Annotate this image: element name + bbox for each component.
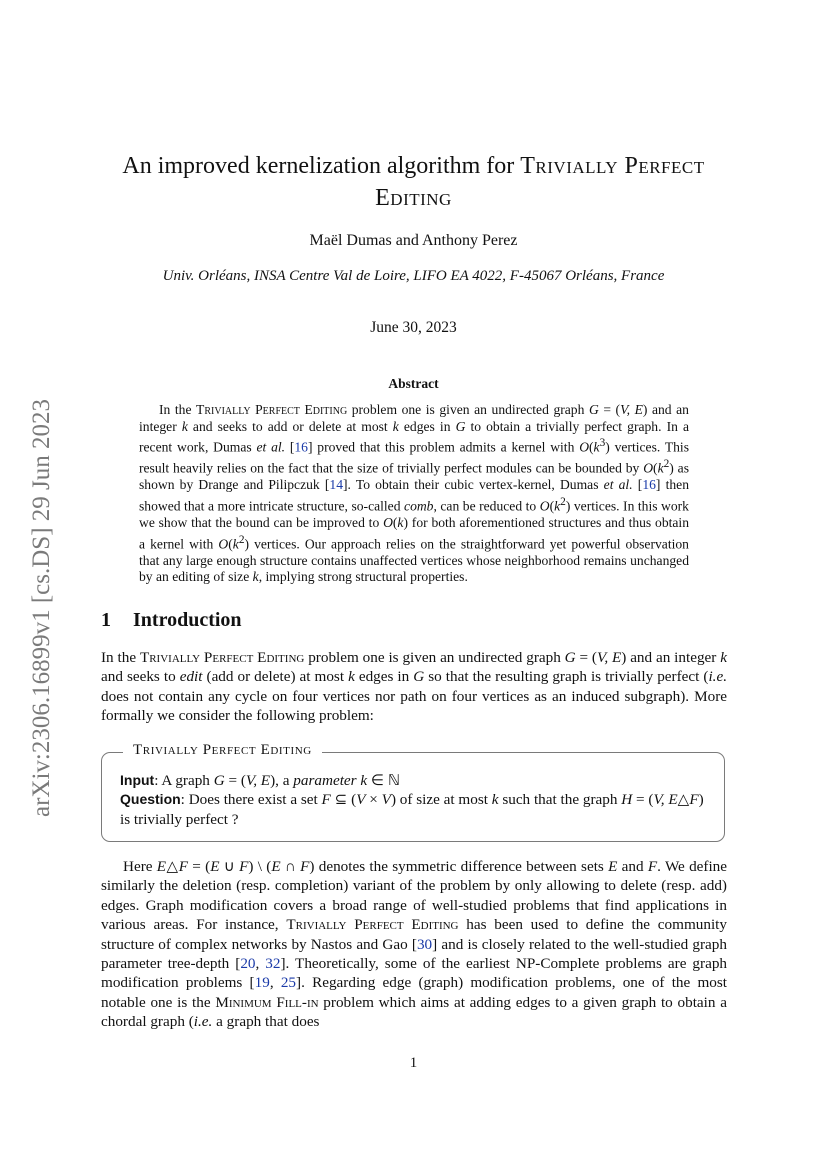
body-text: : A graph bbox=[154, 772, 214, 789]
intro-paragraph bbox=[101, 648, 727, 726]
math: ( bbox=[392, 515, 398, 531]
math: k bbox=[593, 439, 600, 455]
math: ⊆ ( bbox=[330, 791, 357, 809]
math: = ( bbox=[598, 402, 621, 417]
paper-title bbox=[80, 150, 747, 214]
abstract-text: ) vertices. This result heavily relies on the fact that the size of trivially perfect modules can be bounded by bbox=[139, 439, 689, 476]
math: G bbox=[413, 668, 425, 686]
citation-link[interactable]: 25 bbox=[280, 974, 297, 992]
math: F bbox=[321, 791, 331, 809]
math-exponent: 3 bbox=[599, 437, 606, 450]
math: F bbox=[689, 791, 699, 809]
math: = ( bbox=[632, 791, 654, 809]
math: E bbox=[210, 858, 220, 875]
body-text: problem which aims at adding edges to a given graph to obtain a chordal graph ( bbox=[101, 993, 727, 1031]
body-text: . We define similarly the deletion (resp. completion) variant of the problem by only allowing to delete (resp. add) edges. Graph modification covers a broad range of well-studied problems that find applications in various areas. For instance, bbox=[101, 858, 728, 934]
math: k bbox=[491, 791, 499, 809]
abstract-text: ]. To obtain their cubic vertex-kernel, Dumas bbox=[343, 477, 604, 493]
date: June 30, 2023 bbox=[370, 319, 457, 336]
abstract-text: , implying strong structural properties. bbox=[258, 569, 468, 585]
problem-question-line bbox=[120, 790, 710, 829]
math: ( bbox=[589, 439, 594, 455]
body-text: so that the resulting graph is trivially perfect ( bbox=[424, 668, 709, 686]
abstract-text: , can be reduced to bbox=[433, 498, 540, 514]
math: F bbox=[178, 858, 188, 875]
problem-input-line bbox=[120, 771, 710, 790]
body-text: ) denotes the symmetric difference between sets bbox=[309, 858, 609, 875]
math: k bbox=[657, 460, 664, 476]
math: F bbox=[647, 858, 658, 875]
math: G bbox=[564, 649, 576, 666]
body-text: ), a bbox=[270, 772, 294, 789]
emphasis: et al. bbox=[256, 439, 286, 455]
math: k bbox=[554, 498, 561, 514]
citation-link[interactable]: 14 bbox=[329, 477, 343, 493]
math: k bbox=[720, 649, 727, 666]
abstract-text: ] then showed that a more intricate structure, so-called bbox=[139, 477, 689, 514]
math: ∪ bbox=[219, 858, 240, 875]
math: ( bbox=[228, 536, 233, 552]
math: × bbox=[365, 791, 382, 809]
math: G bbox=[455, 418, 466, 434]
math: k bbox=[397, 515, 404, 531]
abstract-text: ] proved that this problem admits a kernel with bbox=[307, 439, 580, 455]
math: ) \ ( bbox=[248, 858, 272, 875]
math: ( bbox=[653, 460, 658, 476]
math: V bbox=[356, 791, 366, 809]
title-problem-name-cont: Editing bbox=[375, 185, 452, 211]
math: k bbox=[181, 418, 188, 434]
body-text: , bbox=[255, 955, 266, 973]
math: O bbox=[643, 460, 654, 476]
abstract-text: ) as shown by Drange and Pilipczuk [ bbox=[139, 460, 689, 493]
math: k bbox=[232, 536, 239, 552]
math: O bbox=[539, 498, 550, 514]
body-text: ]. Regarding edge (graph) modification problems, one of the most notable one is the bbox=[101, 974, 728, 1011]
abstract-heading: Abstract bbox=[388, 376, 439, 391]
citation-link[interactable]: 16 bbox=[294, 439, 308, 455]
section-number: 1 bbox=[101, 609, 111, 631]
problem-box-title: Trivially Perfect Editing bbox=[123, 742, 322, 759]
abstract-text: and seeks to add or delete at most bbox=[187, 418, 393, 434]
math: V, E bbox=[653, 791, 678, 809]
math: G bbox=[213, 772, 225, 789]
problem-name: Trivially Perfect Editing bbox=[139, 649, 305, 666]
problem-name: Trivially Perfect Editing bbox=[196, 402, 348, 417]
input-label: Input bbox=[120, 772, 155, 788]
affiliation: Univ. Orléans, INSA Centre Val de Loire, LIFO EA 4022, F-45067 Orléans, France bbox=[162, 268, 665, 284]
abstract-text: ) vertices. In this work we show that the bound can be improved to bbox=[139, 498, 689, 531]
body-text: In the bbox=[101, 649, 140, 666]
title-problem-name: Trivially Perfect bbox=[520, 153, 705, 179]
intro-paragraph-2 bbox=[101, 857, 727, 1032]
abstract-text: ) and an integer bbox=[139, 402, 689, 434]
math: k bbox=[252, 569, 259, 585]
math: △ bbox=[166, 858, 179, 875]
math: k bbox=[348, 668, 355, 686]
math: V, E bbox=[597, 649, 622, 666]
math-exponent: 2 bbox=[560, 496, 566, 509]
math: G bbox=[588, 402, 599, 417]
body-text: ) and an integer bbox=[621, 649, 721, 666]
abstract-text: problem one is given an undirected graph bbox=[347, 402, 589, 417]
emphasis: i.e. bbox=[193, 1013, 213, 1031]
math: = ( bbox=[575, 649, 597, 666]
math: E bbox=[608, 858, 618, 875]
body-text: and bbox=[617, 858, 648, 875]
citation-link[interactable]: 20 bbox=[240, 955, 256, 973]
body-text: , bbox=[269, 974, 281, 992]
arxiv-sidebar bbox=[22, 368, 62, 848]
abstract-text: ) vertices. Our approach relies on the straightforward yet powerful observation that any large enough structure contains unaffected vertices whose neighborhood remains unchanged by an editing of size bbox=[139, 536, 689, 585]
arxiv-identifier: arXiv:2306.16899v1 [cs.DS] 29 Jun 2023 bbox=[28, 398, 55, 818]
body-text: ] and is closely related to the well-studied graph parameter tree-depth [ bbox=[101, 935, 727, 973]
body-text: problem one is given an undirected graph bbox=[304, 649, 565, 666]
emphasis: et al. bbox=[603, 477, 633, 493]
emphasis: i.e. bbox=[708, 668, 727, 686]
body-text: such that the graph bbox=[498, 791, 622, 809]
body-text: ) is trivially perfect ? bbox=[120, 791, 704, 828]
title-text: An improved kernelization algorithm for bbox=[122, 153, 521, 179]
authors: Maël Dumas and Anthony Perez bbox=[309, 232, 518, 249]
abstract-text: ) for both aforementioned structures and thus obtain a kernel with bbox=[139, 515, 689, 552]
abstract-text: [ bbox=[632, 477, 643, 493]
body-text: and seeks to bbox=[101, 668, 180, 686]
math: O bbox=[218, 536, 229, 552]
abstract-text: edges in bbox=[398, 418, 456, 434]
math: k bbox=[392, 418, 399, 434]
math: k bbox=[360, 772, 368, 789]
math: E bbox=[156, 858, 167, 875]
problem-name: Trivially Perfect Editing bbox=[286, 916, 459, 934]
math: F bbox=[300, 858, 310, 875]
citation-link[interactable]: 19 bbox=[254, 974, 270, 992]
abstract-text: to obtain a trivially perfect graph. In a recent work, Dumas bbox=[139, 418, 689, 455]
math: O bbox=[579, 439, 590, 455]
emphasis: comb bbox=[404, 498, 434, 514]
problem-name: Minimum Fill-in bbox=[215, 993, 319, 1011]
abstract-text: In the bbox=[159, 402, 197, 417]
body-text: ) of size at most bbox=[390, 791, 492, 809]
section-title: Introduction bbox=[133, 609, 242, 631]
math: F bbox=[239, 858, 249, 875]
body-text: (add or delete) at most bbox=[202, 668, 349, 686]
question-label: Question bbox=[120, 791, 181, 808]
math-exponent: 2 bbox=[238, 533, 245, 546]
math: H bbox=[621, 791, 633, 809]
math: = ( bbox=[188, 858, 211, 875]
math: O bbox=[383, 515, 393, 531]
math: V bbox=[381, 791, 391, 809]
math: △ bbox=[677, 791, 690, 809]
math: = ( bbox=[224, 772, 246, 789]
math: ∩ bbox=[280, 858, 301, 875]
abstract-body bbox=[139, 402, 689, 586]
body-text: edges in bbox=[354, 668, 414, 686]
citation-link[interactable]: 16 bbox=[642, 477, 656, 493]
section-heading bbox=[101, 609, 741, 632]
body-text: a graph that does bbox=[212, 1013, 320, 1031]
body-text: has been used to define the community structure of complex networks by Nastos and Gao [ bbox=[101, 916, 727, 953]
abstract-text: [ bbox=[285, 439, 295, 455]
body-text: ]. Theoretically, some of the earliest NP-Complete problems are graph modification problems [ bbox=[101, 955, 728, 992]
body-text: : Does there exist a set bbox=[180, 791, 322, 809]
math: ∈ ℕ bbox=[367, 772, 401, 789]
math: V, E bbox=[245, 772, 271, 789]
problem-definition bbox=[120, 771, 710, 829]
body-text: Here bbox=[123, 858, 157, 875]
math: V, E bbox=[620, 402, 643, 417]
math: ( bbox=[549, 498, 555, 514]
page-number: 1 bbox=[409, 1055, 418, 1071]
body-text: does not contain any cycle on four vertices nor path on four vertices as an induced subgraph). More formally we consider the following problem: bbox=[101, 687, 727, 725]
citation-link[interactable]: 32 bbox=[265, 955, 281, 973]
math: E bbox=[271, 858, 281, 875]
emphasis: parameter bbox=[293, 772, 357, 789]
math-exponent: 2 bbox=[663, 458, 670, 471]
emphasis: edit bbox=[179, 668, 203, 686]
citation-link[interactable]: 30 bbox=[416, 935, 433, 953]
